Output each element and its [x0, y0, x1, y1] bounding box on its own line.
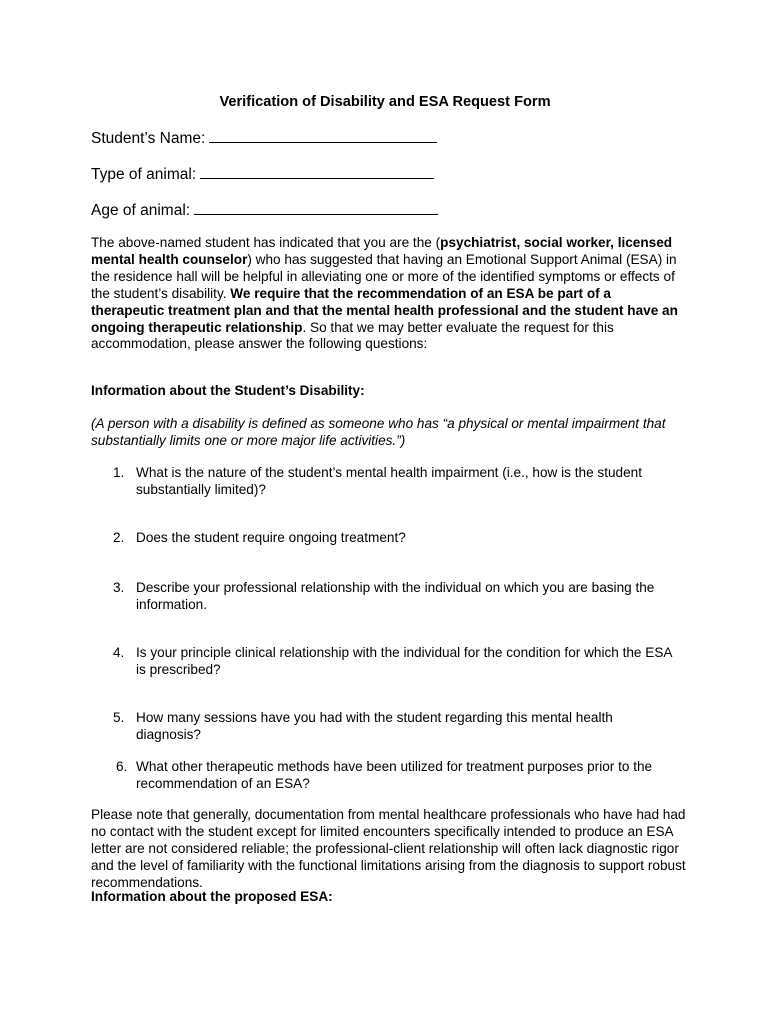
- intro-text-1: The above-named student has indicated that you are the (: [91, 235, 441, 250]
- question-text: Is your principle clinical relationship with the individual for the condition for which the ESA is prescribed?: [136, 645, 672, 677]
- intro-text-3: . So that we may better evaluate the request for this accommodation, please answer the following questions:: [91, 319, 614, 352]
- type-of-animal-blank[interactable]: [200, 164, 434, 179]
- question-item: [113, 580, 673, 614]
- student-name-label: Student’s Name:: [91, 130, 206, 147]
- question-text: Does the student require ongoing treatment?: [136, 530, 406, 545]
- question-number: 6.: [116, 759, 128, 774]
- form-title: Verification of Disability and ESA Request Form: [219, 94, 551, 110]
- age-of-animal-blank[interactable]: [194, 200, 438, 215]
- student-name-blank[interactable]: [209, 128, 437, 143]
- disability-definition-note: (A person with a disability is defined as someone who has “a physical or mental impairment that substantially limits one or more major life activities.”): [91, 416, 666, 448]
- type-of-animal-field: [91, 164, 434, 184]
- type-of-animal-label: Type of animal:: [91, 166, 197, 183]
- question-item: [113, 530, 673, 547]
- esa-section-heading: Information about the proposed ESA:: [91, 889, 333, 904]
- disability-section-heading: Information about the Student’s Disability:: [91, 383, 365, 398]
- closing-note-paragraph: Please note that generally, documentation from mental healthcare professionals who have had had no contact with the student except for limited encounters specifically intended to produce an ESA letter are not considered reliable; the professional-client relationship will often lack diagnostic rigor and the level of familiarity with the functional limitations arising from the diagnosis to support robust recommendations.: [91, 807, 686, 890]
- question-number: 5.: [113, 710, 125, 725]
- question-text: Describe your professional relationship with the individual on which you are basing the information.: [136, 580, 655, 612]
- question-item: [113, 465, 673, 499]
- question-item: [113, 710, 673, 744]
- intro-text-2: ) who has suggested that having an Emotional Support Animal (ESA) in the residence hall will be helpful in alleviating one or more of the identified symptoms or effects of the student’s disability.: [91, 251, 677, 301]
- question-text: How many sessions have you had with the student regarding this mental health diagnosis?: [136, 710, 613, 742]
- student-name-field: [91, 128, 437, 148]
- question-number: 3.: [113, 580, 125, 595]
- question-item: [116, 759, 676, 793]
- intro-bold-professions: psychiatrist, social worker, licensed mental health counselor: [91, 235, 673, 267]
- question-text: What other therapeutic methods have been utilized for treatment purposes prior to the recommendation of an ESA?: [136, 759, 653, 791]
- age-of-animal-field: [91, 200, 438, 220]
- question-number: 2.: [113, 530, 125, 545]
- question-number: 1.: [113, 465, 125, 480]
- intro-paragraph: [91, 235, 683, 353]
- intro-bold-requirement: We require that the recommendation of an ESA be part of a therapeutic treatment plan and that the mental health professional and the student have an ongoing therapeutic relationship: [91, 285, 678, 335]
- question-text: What is the nature of the student’s mental health impairment (i.e., how is the student substantially limited)?: [136, 465, 643, 497]
- age-of-animal-label: Age of animal:: [91, 202, 191, 219]
- question-item: [113, 645, 673, 679]
- question-number: 4.: [113, 645, 125, 660]
